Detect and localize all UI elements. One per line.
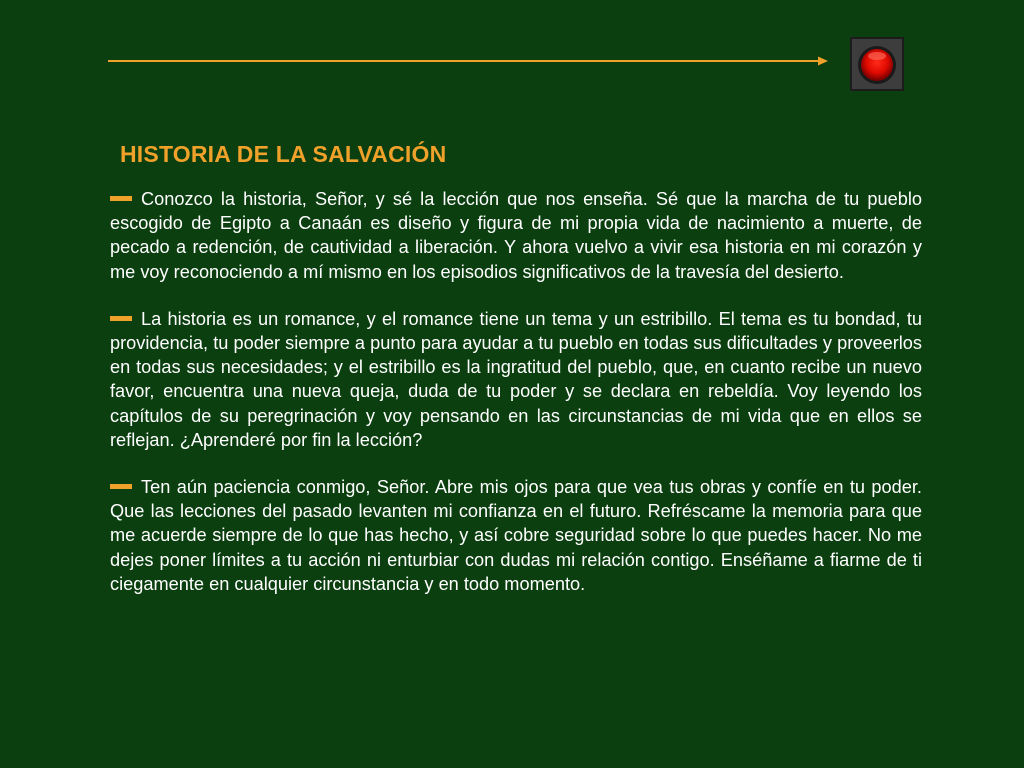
paragraph-text: La historia es un romance, y el romance tiene un tema y un estribillo. El tema es tu bondad, tu providencia, tu poder siempre a punto para ayudar a tu pueblo en todas sus dificultades y proveerlos en todas sus necesidades; y el estribillo es la ingratitud del pueblo, que, en cuanto recibe un nuevo favor, encuentra una nueva queja, duda de tu poder y se declara en rebeldía. Voy leyendo los capítulos de su peregrinación y voy pensando en las circunstancias de mi vida que en ellos se reflejan. ¿Aprenderé por fin la lección? [110, 308, 922, 450]
slide-title: HISTORIA DE LA SALVACIÓN [120, 141, 447, 167]
dash-bullet-icon [110, 484, 132, 489]
paragraph-text: Ten aún paciencia conmigo, Señor. Abre mis ojos para que vea tus obras y confíe en tu poder. Que las lecciones del pasado levanten mi confianza en el futuro. Refréscame la memoria para que me acuerde siempre de lo que has hecho, y así cobre seguridad sobre lo que puedes hacer. No me dejes poner límites a tu acción ni enturbiar con dudas mi relación contigo. Enséñame a fiarme de ti ciegamente en cualquier circunstancia y en todo momento. [110, 477, 922, 594]
paragraph-3 [110, 475, 922, 596]
paragraph-2 [110, 307, 922, 452]
paragraph-text: Conozco la historia, Señor, y sé la lección que nos enseña. Sé que la marcha de tu pueblo escogido de Egipto a Canaán es diseño y figura de mi propia vida de nacimiento a muerte, de pecado a redención, de cautividad a liberación. Y ahora vuelvo a vivir esa historia en mi corazón y me voy reconociendo a mí mismo en los episodios significativos de la travesía del desierto. [110, 189, 922, 282]
paragraph-1 [110, 187, 922, 284]
red-stop-icon [850, 37, 904, 91]
dash-bullet-icon [110, 316, 132, 321]
stop-button[interactable] [850, 37, 904, 91]
dash-bullet-icon [110, 196, 132, 201]
slide-body [110, 187, 922, 619]
arrow-right-icon [108, 55, 828, 67]
